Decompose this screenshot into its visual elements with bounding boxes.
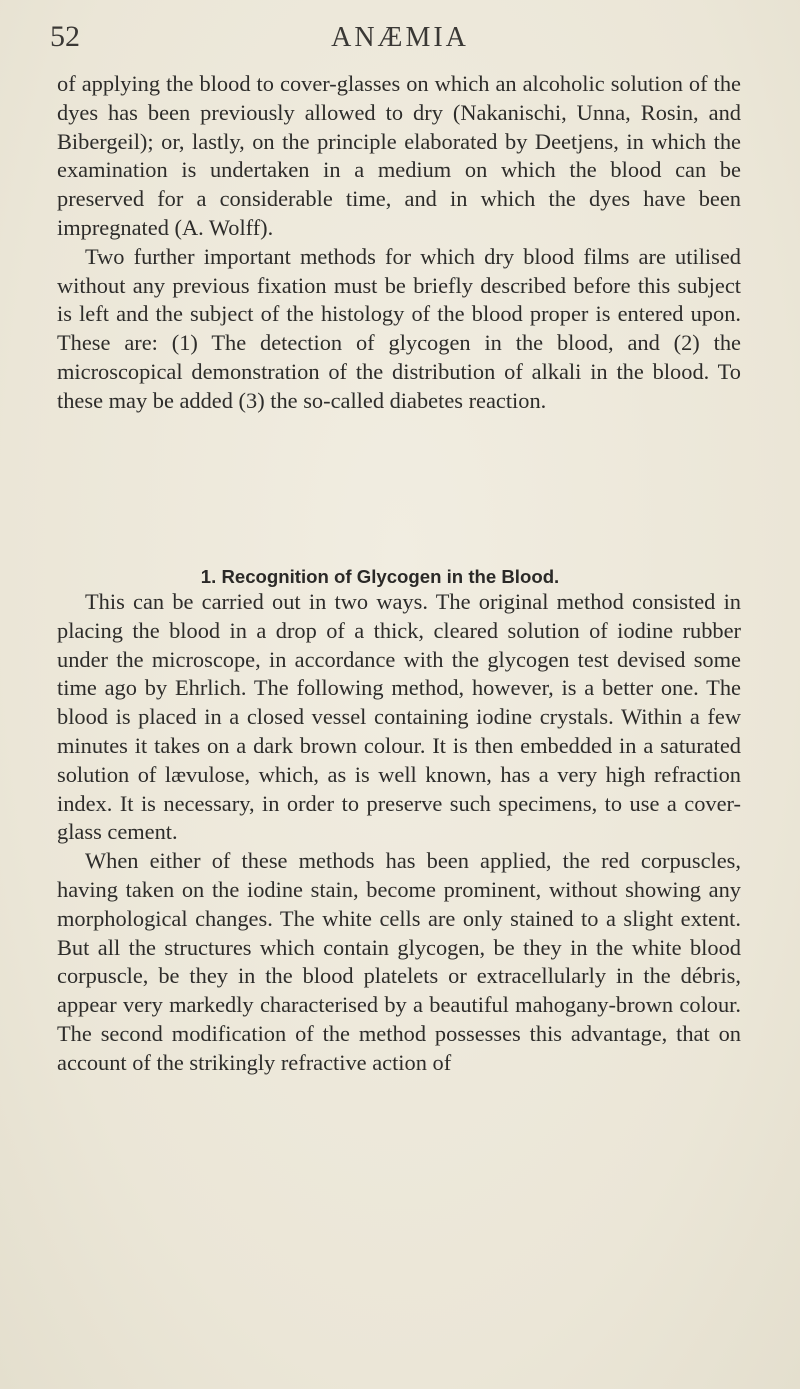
paragraph: This can be carried out in two ways. The original method consisted in placing the blood in a drop of a thick, cleared solution of iodine rubber under the microscope, in accordance with the glycogen test devised some time ago by Ehrlich. The following method, however, is a better one. The blood is placed in a closed vessel containing iodine crystals. Within a few minutes it takes on a dark brown colour. It is then embedded in a saturated solution of lævulose, which, as is well known, has a very high refraction index. It is necessary, in order to preserve such specimens, to use a cover-glass cement. [57, 589, 741, 845]
section-heading: 1. Recognition of Glycogen in the Blood. [200, 566, 560, 587]
text-block-top [57, 70, 741, 416]
text-block-bottom [57, 588, 741, 1078]
page-number: 52 [50, 20, 80, 53]
paragraph: When either of these methods has been applied, the red corpuscles, having taken on the iodine stain, become prominent, without showing any morphological changes. The white cells are only stained to a slight extent. But all the structures which contain glycogen, be they in the white blood corpuscle, be they in the blood platelets or extracellularly in the débris, appear very markedly characterised by a beautiful mahogany-brown colour. The second modification of the method possesses this advantage, that on account of the strikingly refractive action of [57, 848, 741, 1075]
paragraph: of applying the blood to cover-glasses on which an alcoholic solution of the dyes has been previously allowed to dry (Nakanischi, Unna, Rosin, and Bibergeil); or, lastly, on the principle elaborated by Deetjens, in which the examination is undertaken in a medium on which the blood can be preserved for a considerable time, and in which the dyes have been impregnated (A. Wolff). [57, 71, 741, 240]
paragraph: Two further important methods for which dry blood films are utilised without any previous fixation must be briefly described before this subject is left and the subject of the histology of the blood proper is entered upon. These are: (1) The detection of glycogen in the blood, and (2) the microscopical demonstration of the distribution of alkali in the blood. To these may be added (3) the so-called diabetes reaction. [57, 243, 741, 413]
running-head: ANÆMIA [331, 22, 469, 53]
page-header [0, 18, 800, 68]
